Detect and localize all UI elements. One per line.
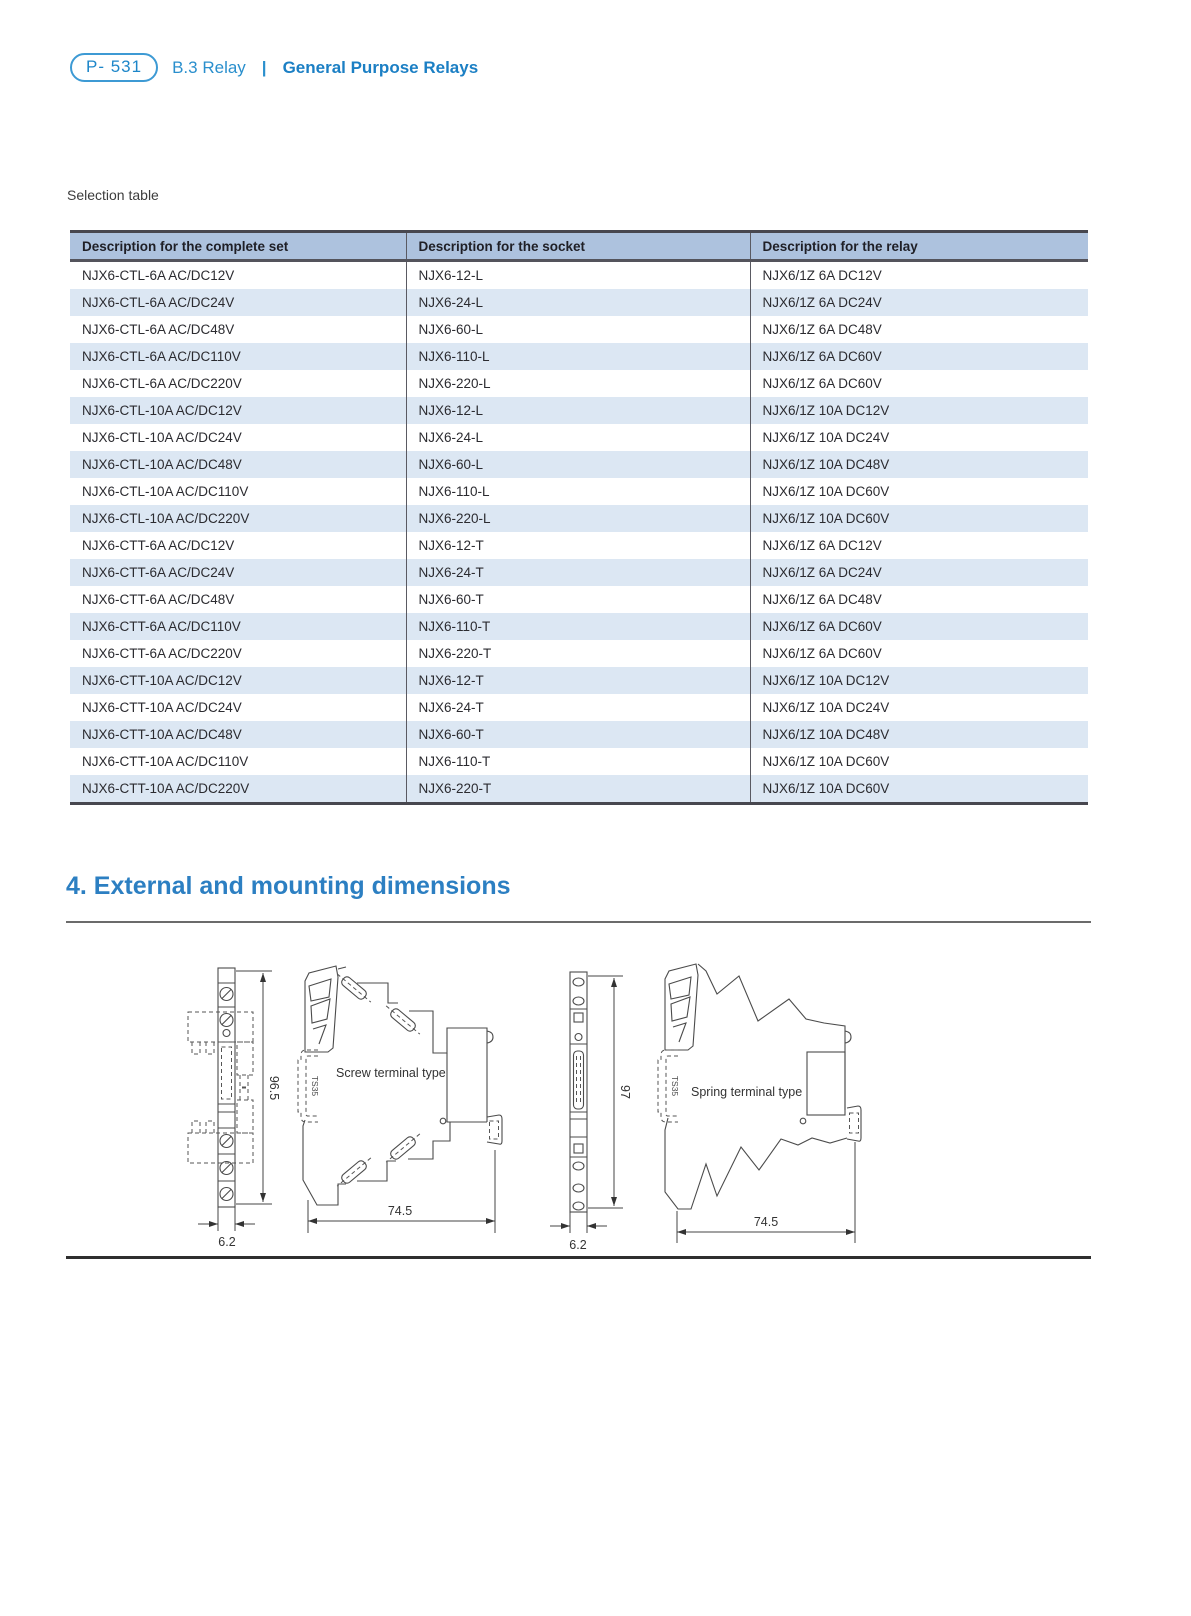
table-row bbox=[70, 424, 1088, 451]
selection-table-head bbox=[70, 232, 1088, 261]
table-cell: NJX6-CTL-6A AC/DC220V bbox=[70, 370, 406, 397]
table-cell: NJX6-220-T bbox=[406, 775, 750, 804]
table-cell: NJX6/1Z 6A DC48V bbox=[750, 586, 1088, 613]
spring-front-strip bbox=[570, 972, 587, 1212]
table-cell: NJX6-60-L bbox=[406, 316, 750, 343]
width-dimension bbox=[677, 1142, 855, 1243]
relay-clip bbox=[665, 964, 698, 1050]
table-cell: NJX6-CTL-10A AC/DC48V bbox=[70, 451, 406, 478]
screw-body-outline bbox=[303, 967, 502, 1205]
ts35-rail-profile bbox=[298, 1050, 320, 1122]
screw-terminal-diagram bbox=[170, 935, 515, 1255]
ts35-rail-profile bbox=[658, 1050, 680, 1122]
table-row bbox=[70, 370, 1088, 397]
table-row bbox=[70, 748, 1088, 775]
table-cell: NJX6-CTT-10A AC/DC12V bbox=[70, 667, 406, 694]
table-row bbox=[70, 640, 1088, 667]
table-cell: NJX6-220-L bbox=[406, 370, 750, 397]
section-heading: 4. External and mounting dimensions bbox=[66, 872, 511, 900]
table-cell: NJX6-CTT-6A AC/DC110V bbox=[70, 613, 406, 640]
table-cell: NJX6/1Z 6A DC12V bbox=[750, 532, 1088, 559]
divider-rule-top bbox=[66, 921, 1091, 923]
table-cell: NJX6/1Z 6A DC60V bbox=[750, 640, 1088, 667]
table-cell: NJX6-CTT-6A AC/DC220V bbox=[70, 640, 406, 667]
table-cell: NJX6-12-T bbox=[406, 667, 750, 694]
table-cell: NJX6/1Z 10A DC60V bbox=[750, 505, 1088, 532]
thickness-dimension bbox=[198, 1207, 255, 1249]
selection-table-body bbox=[70, 261, 1088, 804]
divider-rule-bottom bbox=[66, 1256, 1091, 1259]
table-cell: NJX6-CTT-6A AC/DC24V bbox=[70, 559, 406, 586]
table-row bbox=[70, 261, 1088, 290]
column-header-socket: Description for the socket bbox=[406, 232, 750, 261]
table-row bbox=[70, 316, 1088, 343]
table-row bbox=[70, 505, 1088, 532]
breadcrumb-section: B.3 Relay bbox=[172, 57, 246, 77]
table-cell: NJX6/1Z 6A DC60V bbox=[750, 613, 1088, 640]
table-row bbox=[70, 532, 1088, 559]
table-cell: NJX6-CTT-6A AC/DC48V bbox=[70, 586, 406, 613]
selection-table-caption: Selection table bbox=[67, 187, 159, 203]
relay-clip bbox=[305, 966, 338, 1052]
table-cell: NJX6-CTL-10A AC/DC110V bbox=[70, 478, 406, 505]
thickness-dimension-label: 6.2 bbox=[569, 1238, 587, 1252]
table-cell: NJX6-CTT-10A AC/DC48V bbox=[70, 721, 406, 748]
table-cell: NJX6-220-T bbox=[406, 640, 750, 667]
table-header-row bbox=[70, 232, 1088, 261]
height-dimension bbox=[588, 976, 632, 1208]
table-row bbox=[70, 775, 1088, 804]
table-cell: NJX6-24-L bbox=[406, 424, 750, 451]
table-cell: NJX6-110-T bbox=[406, 613, 750, 640]
table-cell: NJX6-60-T bbox=[406, 721, 750, 748]
page-number-badge: P- 531 bbox=[70, 53, 158, 82]
table-cell: NJX6-220-L bbox=[406, 505, 750, 532]
breadcrumb-separator: | bbox=[261, 57, 267, 77]
page-header bbox=[70, 53, 478, 82]
table-cell: NJX6/1Z 6A DC48V bbox=[750, 316, 1088, 343]
table-cell: NJX6-CTL-10A AC/DC24V bbox=[70, 424, 406, 451]
table-cell: NJX6-CTL-6A AC/DC110V bbox=[70, 343, 406, 370]
column-header-relay: Description for the relay bbox=[750, 232, 1088, 261]
table-cell: NJX6-110-L bbox=[406, 343, 750, 370]
table-cell: NJX6-12-L bbox=[406, 397, 750, 424]
table-cell: NJX6-110-T bbox=[406, 748, 750, 775]
table-row bbox=[70, 721, 1088, 748]
table-cell: NJX6-60-L bbox=[406, 451, 750, 478]
height-dimension-label: 96.5 bbox=[267, 1075, 281, 1101]
table-cell: NJX6-CTT-6A AC/DC12V bbox=[70, 532, 406, 559]
table-cell: NJX6-24-L bbox=[406, 289, 750, 316]
table-row bbox=[70, 559, 1088, 586]
table-cell: NJX6/1Z 10A DC48V bbox=[750, 451, 1088, 478]
table-cell: NJX6/1Z 10A DC12V bbox=[750, 397, 1088, 424]
spring-terminal-diagram bbox=[540, 935, 890, 1255]
table-cell: NJX6/1Z 6A DC60V bbox=[750, 370, 1088, 397]
spring-type-label: Spring terminal type bbox=[691, 1085, 803, 1099]
ts35-rail-label: TS35 bbox=[310, 1075, 320, 1097]
table-cell: NJX6/1Z 6A DC12V bbox=[750, 261, 1088, 290]
width-dimension bbox=[308, 1150, 495, 1233]
table-row bbox=[70, 478, 1088, 505]
table-cell: NJX6/1Z 10A DC48V bbox=[750, 721, 1088, 748]
table-row bbox=[70, 586, 1088, 613]
table-cell: NJX6-CTL-6A AC/DC48V bbox=[70, 316, 406, 343]
table-cell: NJX6/1Z 6A DC24V bbox=[750, 559, 1088, 586]
screw-front-strip bbox=[218, 968, 235, 1207]
table-cell: NJX6-CTT-10A AC/DC220V bbox=[70, 775, 406, 804]
table-row bbox=[70, 397, 1088, 424]
table-cell: NJX6-CTL-10A AC/DC12V bbox=[70, 397, 406, 424]
table-row bbox=[70, 289, 1088, 316]
table-cell: NJX6-CTL-6A AC/DC24V bbox=[70, 289, 406, 316]
table-cell: NJX6/1Z 10A DC24V bbox=[750, 424, 1088, 451]
width-dimension-label: 74.5 bbox=[387, 1204, 413, 1218]
selection-table bbox=[70, 230, 1088, 805]
table-cell: NJX6-CTT-10A AC/DC24V bbox=[70, 694, 406, 721]
table-cell: NJX6/1Z 6A DC60V bbox=[750, 343, 1088, 370]
table-row bbox=[70, 694, 1088, 721]
breadcrumb-title: General Purpose Relays bbox=[282, 57, 479, 77]
table-cell: NJX6-110-L bbox=[406, 478, 750, 505]
table-cell: NJX6-60-T bbox=[406, 586, 750, 613]
table-cell: NJX6-12-T bbox=[406, 532, 750, 559]
ts35-rail-label: TS35 bbox=[670, 1075, 680, 1097]
screw-type-label: Screw terminal type bbox=[336, 1066, 446, 1080]
width-dimension-label: 74.5 bbox=[753, 1215, 779, 1229]
thickness-dimension-label: 6.2 bbox=[218, 1235, 236, 1249]
column-header-complete-set: Description for the complete set bbox=[70, 232, 406, 261]
table-row bbox=[70, 343, 1088, 370]
table-cell: NJX6-CTL-10A AC/DC220V bbox=[70, 505, 406, 532]
table-row bbox=[70, 451, 1088, 478]
table-cell: NJX6/1Z 10A DC12V bbox=[750, 667, 1088, 694]
table-cell: NJX6/1Z 10A DC60V bbox=[750, 775, 1088, 804]
height-dimension-label: 97 bbox=[618, 1085, 632, 1099]
table-cell: NJX6/1Z 10A DC60V bbox=[750, 478, 1088, 505]
table-cell: NJX6-24-T bbox=[406, 694, 750, 721]
thickness-dimension bbox=[550, 1212, 607, 1252]
table-cell: NJX6/1Z 10A DC24V bbox=[750, 694, 1088, 721]
table-row bbox=[70, 667, 1088, 694]
table-cell: NJX6-CTL-6A AC/DC12V bbox=[70, 261, 406, 290]
din-clamp-dashed-bottom bbox=[188, 1088, 253, 1163]
table-cell: NJX6-12-L bbox=[406, 261, 750, 290]
table-cell: NJX6/1Z 6A DC24V bbox=[750, 289, 1088, 316]
table-cell: NJX6-CTT-10A AC/DC110V bbox=[70, 748, 406, 775]
table-cell: NJX6-24-T bbox=[406, 559, 750, 586]
table-row bbox=[70, 613, 1088, 640]
table-cell: NJX6/1Z 10A DC60V bbox=[750, 748, 1088, 775]
